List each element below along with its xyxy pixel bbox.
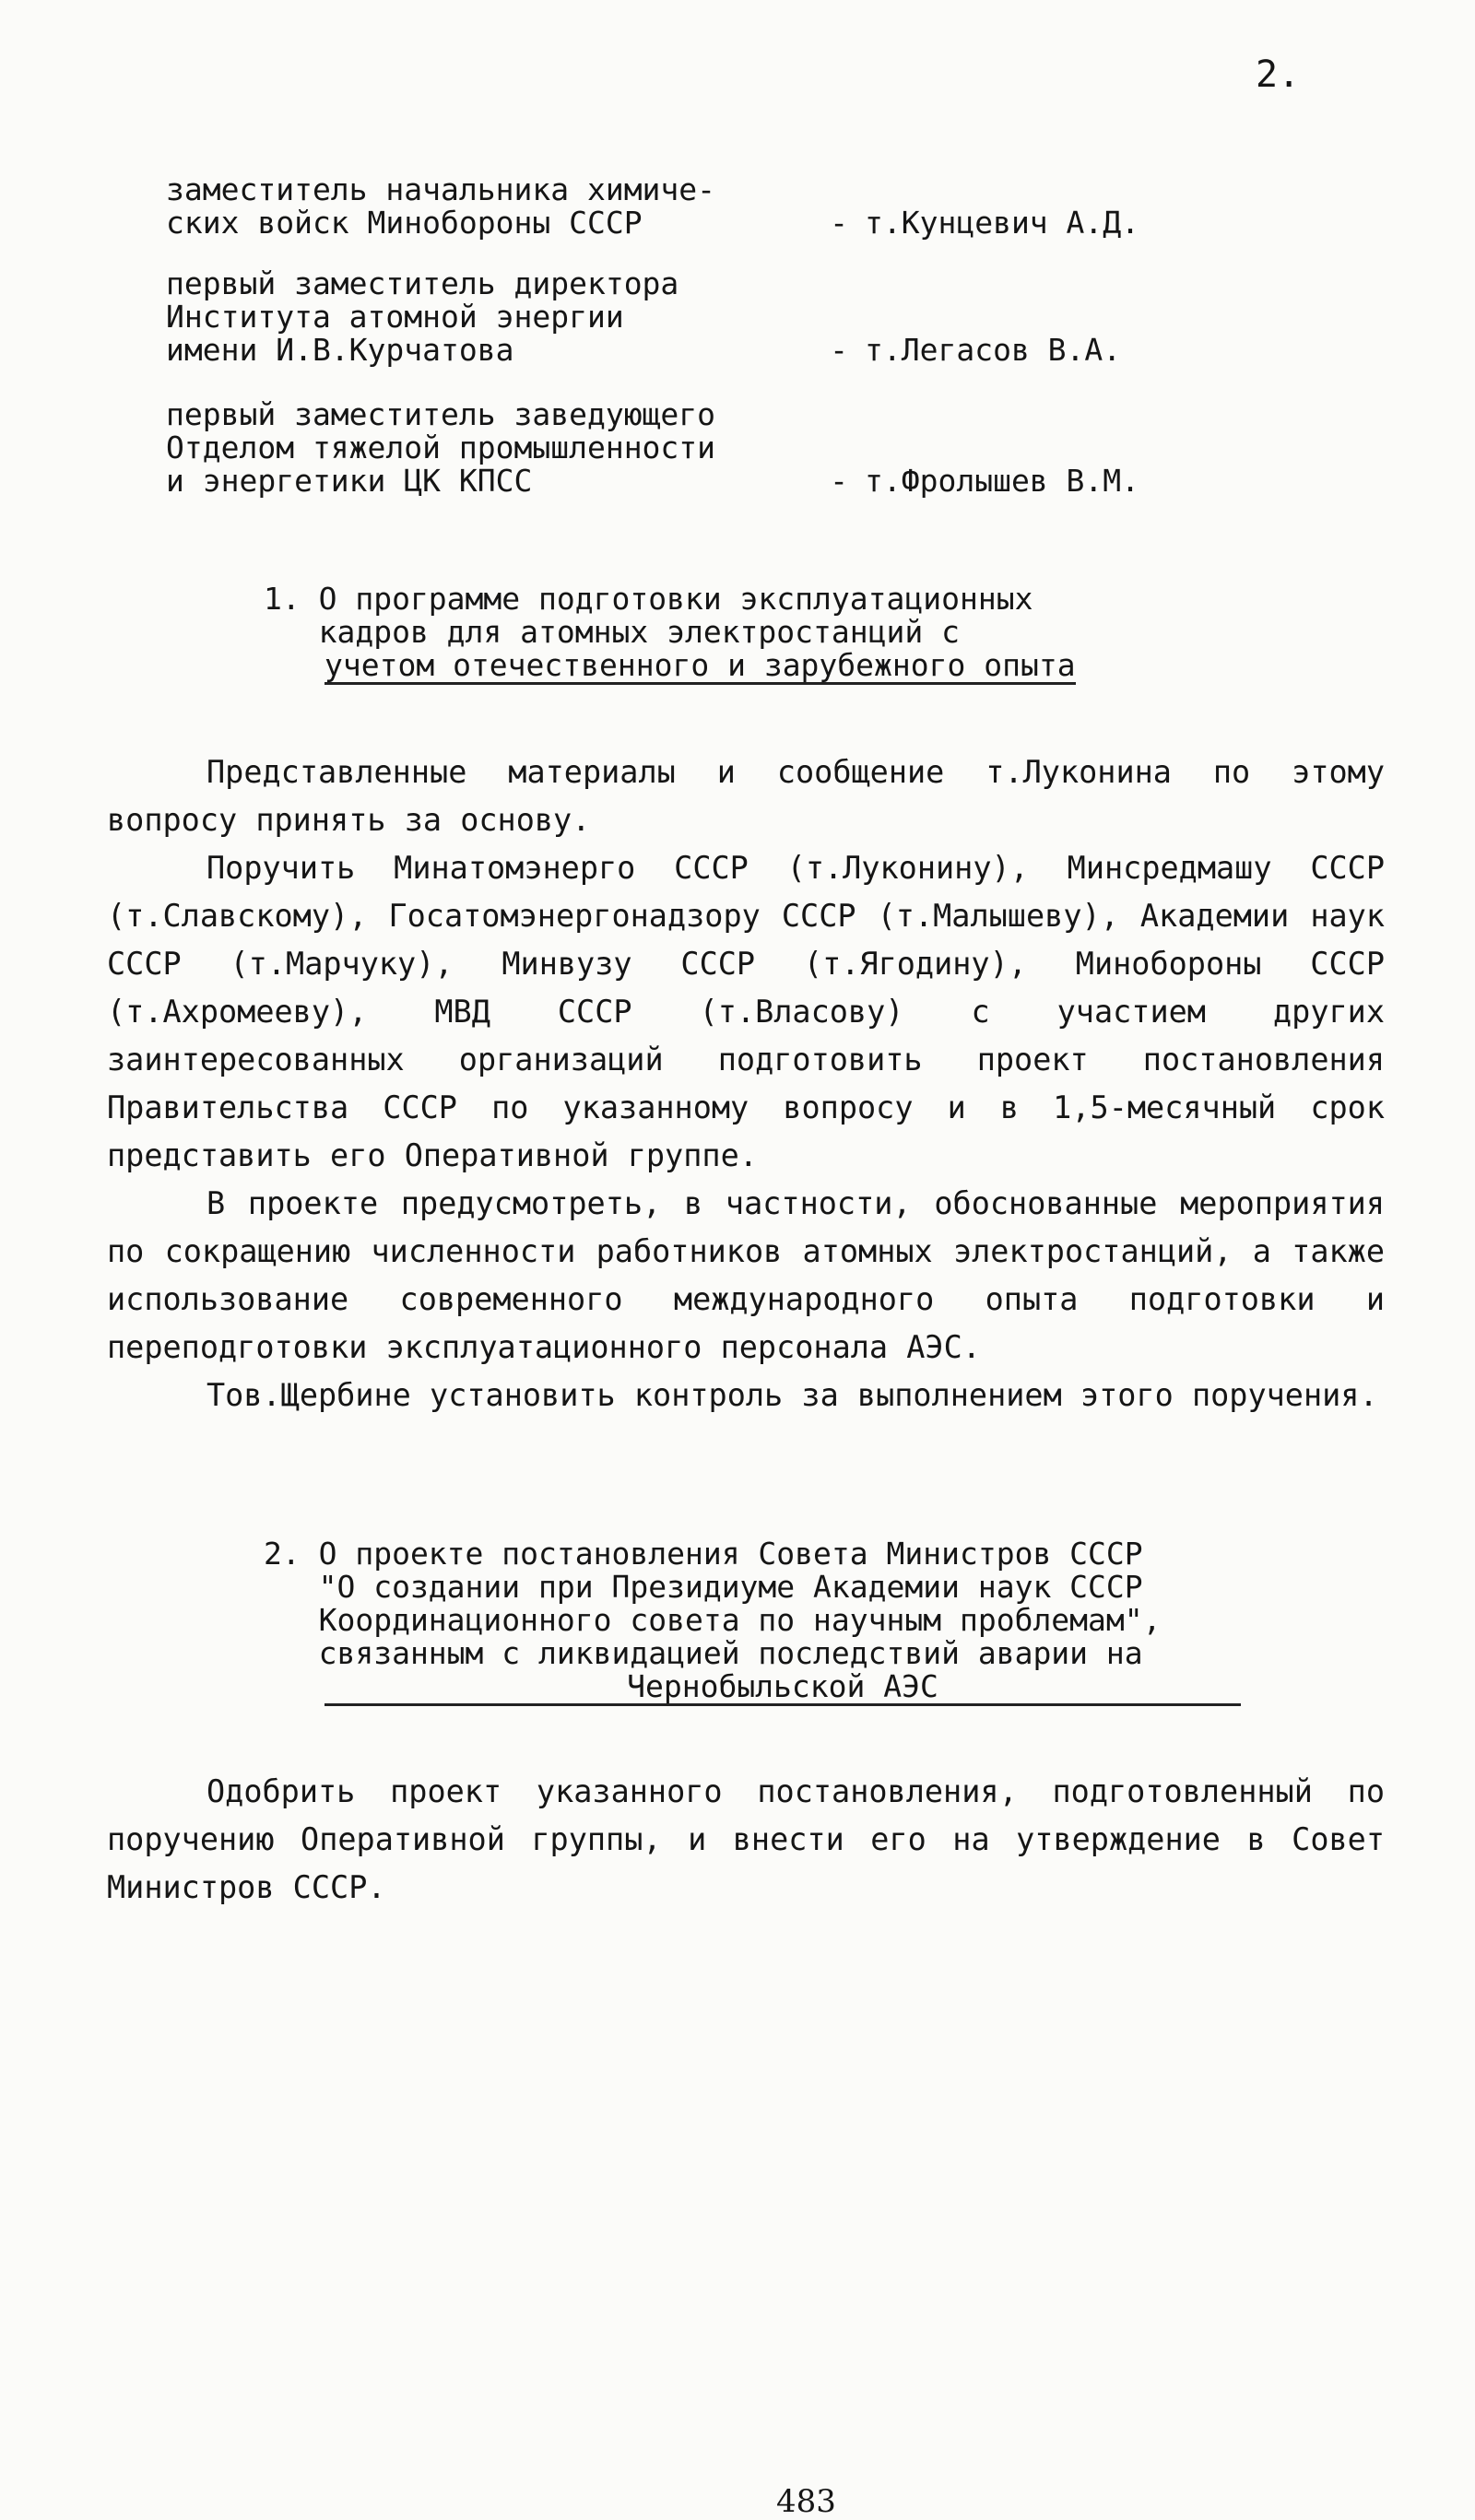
attendee-row [166, 267, 1364, 369]
attendee-name: т.Кунцевич А.Д. [865, 205, 1140, 241]
paragraph: Тов.Щербине установить контроль за выполнением этого поручения. [206, 1377, 1378, 1413]
section-2-heading: 2. О проекте постановления Совета Министров СССР "О создании при Президиуме Академии наук СССР Координационного совета по научным проблемам", связанным с ликвидацией последствий аварии на [264, 1536, 1162, 1671]
attendee-row [166, 398, 1364, 500]
page-number: 2. [1256, 53, 1301, 96]
attendee-position: заместитель начальника химиче- ских войск Минобороны СССР [166, 171, 716, 241]
section-2-heading-last-line: Чернобыльской АЭС [324, 1670, 1241, 1706]
attendee-position: первый заместитель директора Института атомной энергии имени И.В.Курчатова [166, 265, 679, 368]
paragraph: Одобрить проект указанного постановления, подготовленный по поручению Оперативной группы, и внести его на утверждение в Совет Министров СССР. [107, 1773, 1385, 1905]
section-1-heading-underlined: учетом отечественного и зарубежного опыта [324, 647, 1076, 683]
footer-page-number: 483 [776, 2483, 836, 2520]
paragraph: Представленные материалы и сообщение т.Луконина по этому вопросу принять за основу. [107, 754, 1385, 838]
attendee-name: т.Легасов В.А. [865, 332, 1122, 368]
paragraph: Поручить Минатомэнерго СССР (т.Луконину), Минсредмашу СССР (т.Славскому), Госатомэнергонадзору СССР (т.Малышеву), Академии наук СССР (т.Марчуку), Минвузу СССР (т.Ягодину), Минобороны СССР (т.Ахромееву), МВД СССР (т.Власову) с участием других заинтересованных организаций подготовить проект постановления Правительства СССР по указанному вопросу и в 1,5-месячный срок представить его Оперативной группе. [107, 850, 1385, 1173]
attendee-dash: - [830, 463, 848, 499]
section-2-body [107, 1768, 1385, 1912]
section-1-body [107, 748, 1385, 1419]
attendee-dash: - [830, 205, 848, 241]
attendee-dash: - [830, 332, 848, 368]
attendee-name: т.Фролышев В.М. [865, 463, 1140, 499]
attendee-position: первый заместитель заведующего Отделом тяжелой промышленности и энергетики ЦК КПСС [166, 396, 716, 499]
attendee-row [166, 173, 1364, 247]
paragraph: В проекте предусмотреть, в частности, обоснованные мероприятия по сокращению численности работников атомных электростанций, а также использование современного международного опыта подготовки и переподготовки эксплуатационного персонала АЭС. [107, 1185, 1385, 1365]
section-1-heading: 1. О программе подготовки эксплуатационных кадров для атомных электростанций с [264, 581, 1033, 650]
